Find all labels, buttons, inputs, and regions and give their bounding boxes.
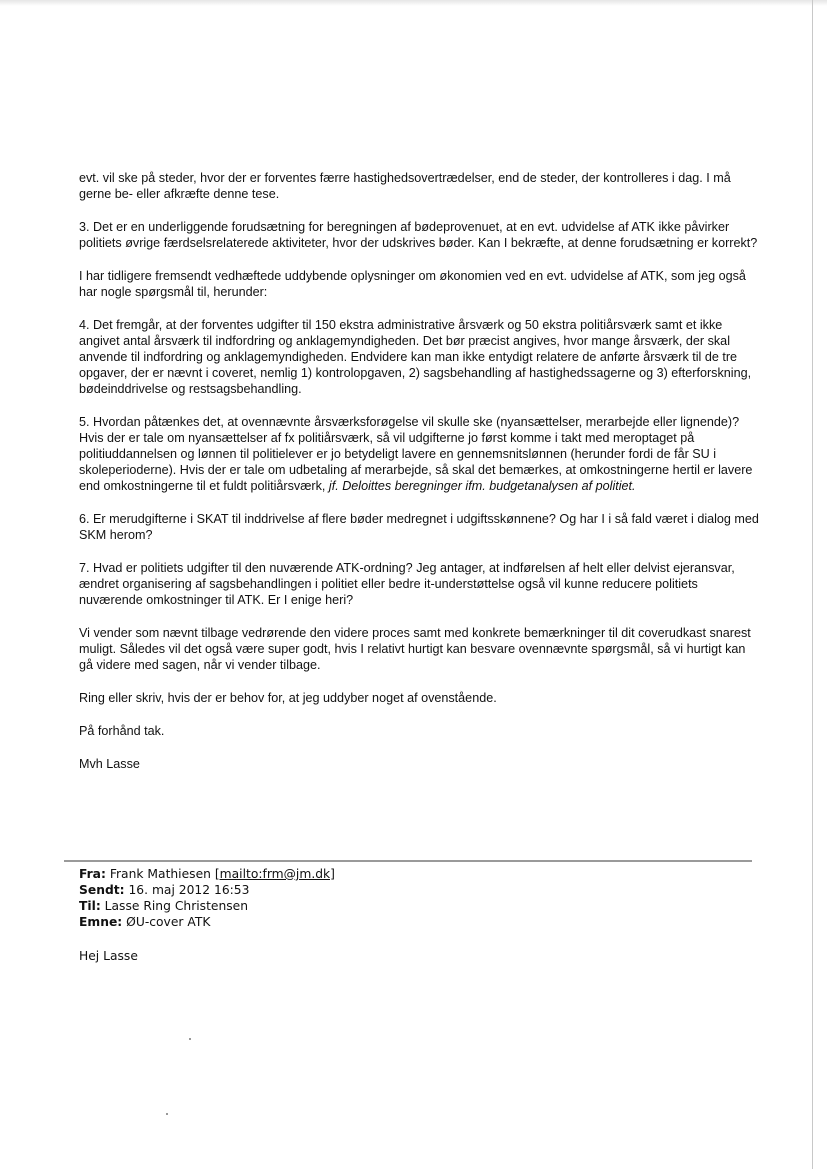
paragraph-5-text: 5. Hvordan påtænkes det, at ovennævnte årsværksforøgelse vil skulle ske (nyansættelser, merarbejde eller lignende)? Hvis der er tale om nyansættelser af fx politiårsværk, så vil udgifterne jo først komme i takt med meroptaget på politiuddannelsen og lønnen til politielever er jo betydeligt lavere en gennemsnitslønnen (herunder fordi de får SU i skoleperioderne). Hvis der er tale om udbetaling af merarbejde, så skal det bemærkes, at omkostningerne hertil er lavere end omkostningerne til et fuldt politiårsværk, — [79, 415, 753, 493]
email-greeting: Hej Lasse — [79, 949, 138, 963]
from-mailto-link[interactable]: [mailto:frm@jm.dk] — [214, 867, 335, 881]
email-separator-line — [64, 860, 752, 862]
paragraph-10: På forhånd tak. — [79, 724, 165, 738]
sent-value: 16. maj 2012 16:53 — [128, 883, 250, 897]
paragraph-4: 4. Det fremgår, at der forventes udgifter til 150 ekstra administrative årsværk og 50 ekstra politiårsværk samt et ikke angivet antal årsværk til indfordring og anklagemyndigheden. Det bør præcist angives, hvor mange årsværk, der skal anvende til indfordring og anklagemyndigheden. Endvidere kan man ikke entydigt relatere de anførte årsværk til de tre opgaver, der er nævnt i coveret, nemlig 1) kontrolopgaven, 2) sagsbehandling af hastighedssagerne og 3) efterforskning, bødeinddrivelse og restsagsbehandling. — [79, 318, 752, 396]
scan-right-edge — [812, 0, 813, 1169]
email-header — [79, 866, 679, 930]
from-name: Frank Mathiesen — [109, 867, 211, 881]
scan-speck — [189, 1038, 191, 1040]
sent-label: Sendt: — [79, 883, 125, 897]
from-label: Fra: — [79, 867, 106, 881]
email-to-row — [79, 898, 679, 914]
scan-top-edge — [0, 0, 827, 6]
subject-label: Emne: — [79, 915, 123, 929]
paragraph-2: 3. Det er en underliggende forudsætning for beregningen af bødeprovenuet, at en evt. udvidelse af ATK ikke påvirker politiets øvrige færdselsrelaterede aktiviteter, hvor der udskrives bøder. Kan I bekræfte, at denne forudsætning er korrekt? — [79, 220, 758, 250]
email-sent-row — [79, 882, 679, 898]
email-subject-row — [79, 914, 679, 930]
paragraph-8: Vi vender som nævnt tilbage vedrørende den videre proces samt med konkrete bemærkninger til dit coverudkast snarest muligt. Således vil det også være super godt, hvis I relativt hurtigt kan besvare ovennævnte spørgsmål, så vi hurtigt kan gå videre med sagen, når vi vender tilbage. — [79, 626, 751, 672]
scan-speck — [166, 1113, 168, 1115]
paragraph-5-italic: jf. Deloittes beregninger ifm. budgetanalysen af politiet. — [328, 479, 636, 493]
letter-body — [79, 170, 761, 789]
signature: Mvh Lasse — [79, 757, 140, 771]
paragraph-6: 6. Er merudgifterne i SKAT til inddrivelse af flere bøder medregnet i udgiftsskønnene? Og har I i så fald været i dialog med SKM herom? — [79, 512, 759, 542]
to-value: Lasse Ring Christensen — [104, 899, 249, 913]
subject-value: ØU-cover ATK — [126, 915, 211, 929]
paragraph-1: evt. vil ske på steder, hvor der er forventes færre hastighedsovertrædelser, end de steder, der kontrolleres i dag. I må gerne be- eller afkræfte denne tese. — [79, 171, 731, 201]
to-label: Til: — [79, 899, 101, 913]
paragraph-9: Ring eller skriv, hvis der er behov for, at jeg uddyber noget af ovenstående. — [79, 691, 497, 705]
email-from-row — [79, 866, 679, 882]
paragraph-5 — [79, 414, 761, 494]
paragraph-7: 7. Hvad er politiets udgifter til den nuværende ATK-ordning? Jeg antager, at indførelsen af helt eller delvist ejeransvar, ændret organisering af sagsbehandlingen i politiet eller bedre it-understøttelse også vil kunne reducere politiets nuværende omkostninger til ATK. Er I enige heri? — [79, 561, 735, 607]
paragraph-3: I har tidligere fremsendt vedhæftede uddybende oplysninger om økonomien ved en evt. udvidelse af ATK, som jeg også har nogle spørgsmål til, herunder: — [79, 269, 746, 299]
